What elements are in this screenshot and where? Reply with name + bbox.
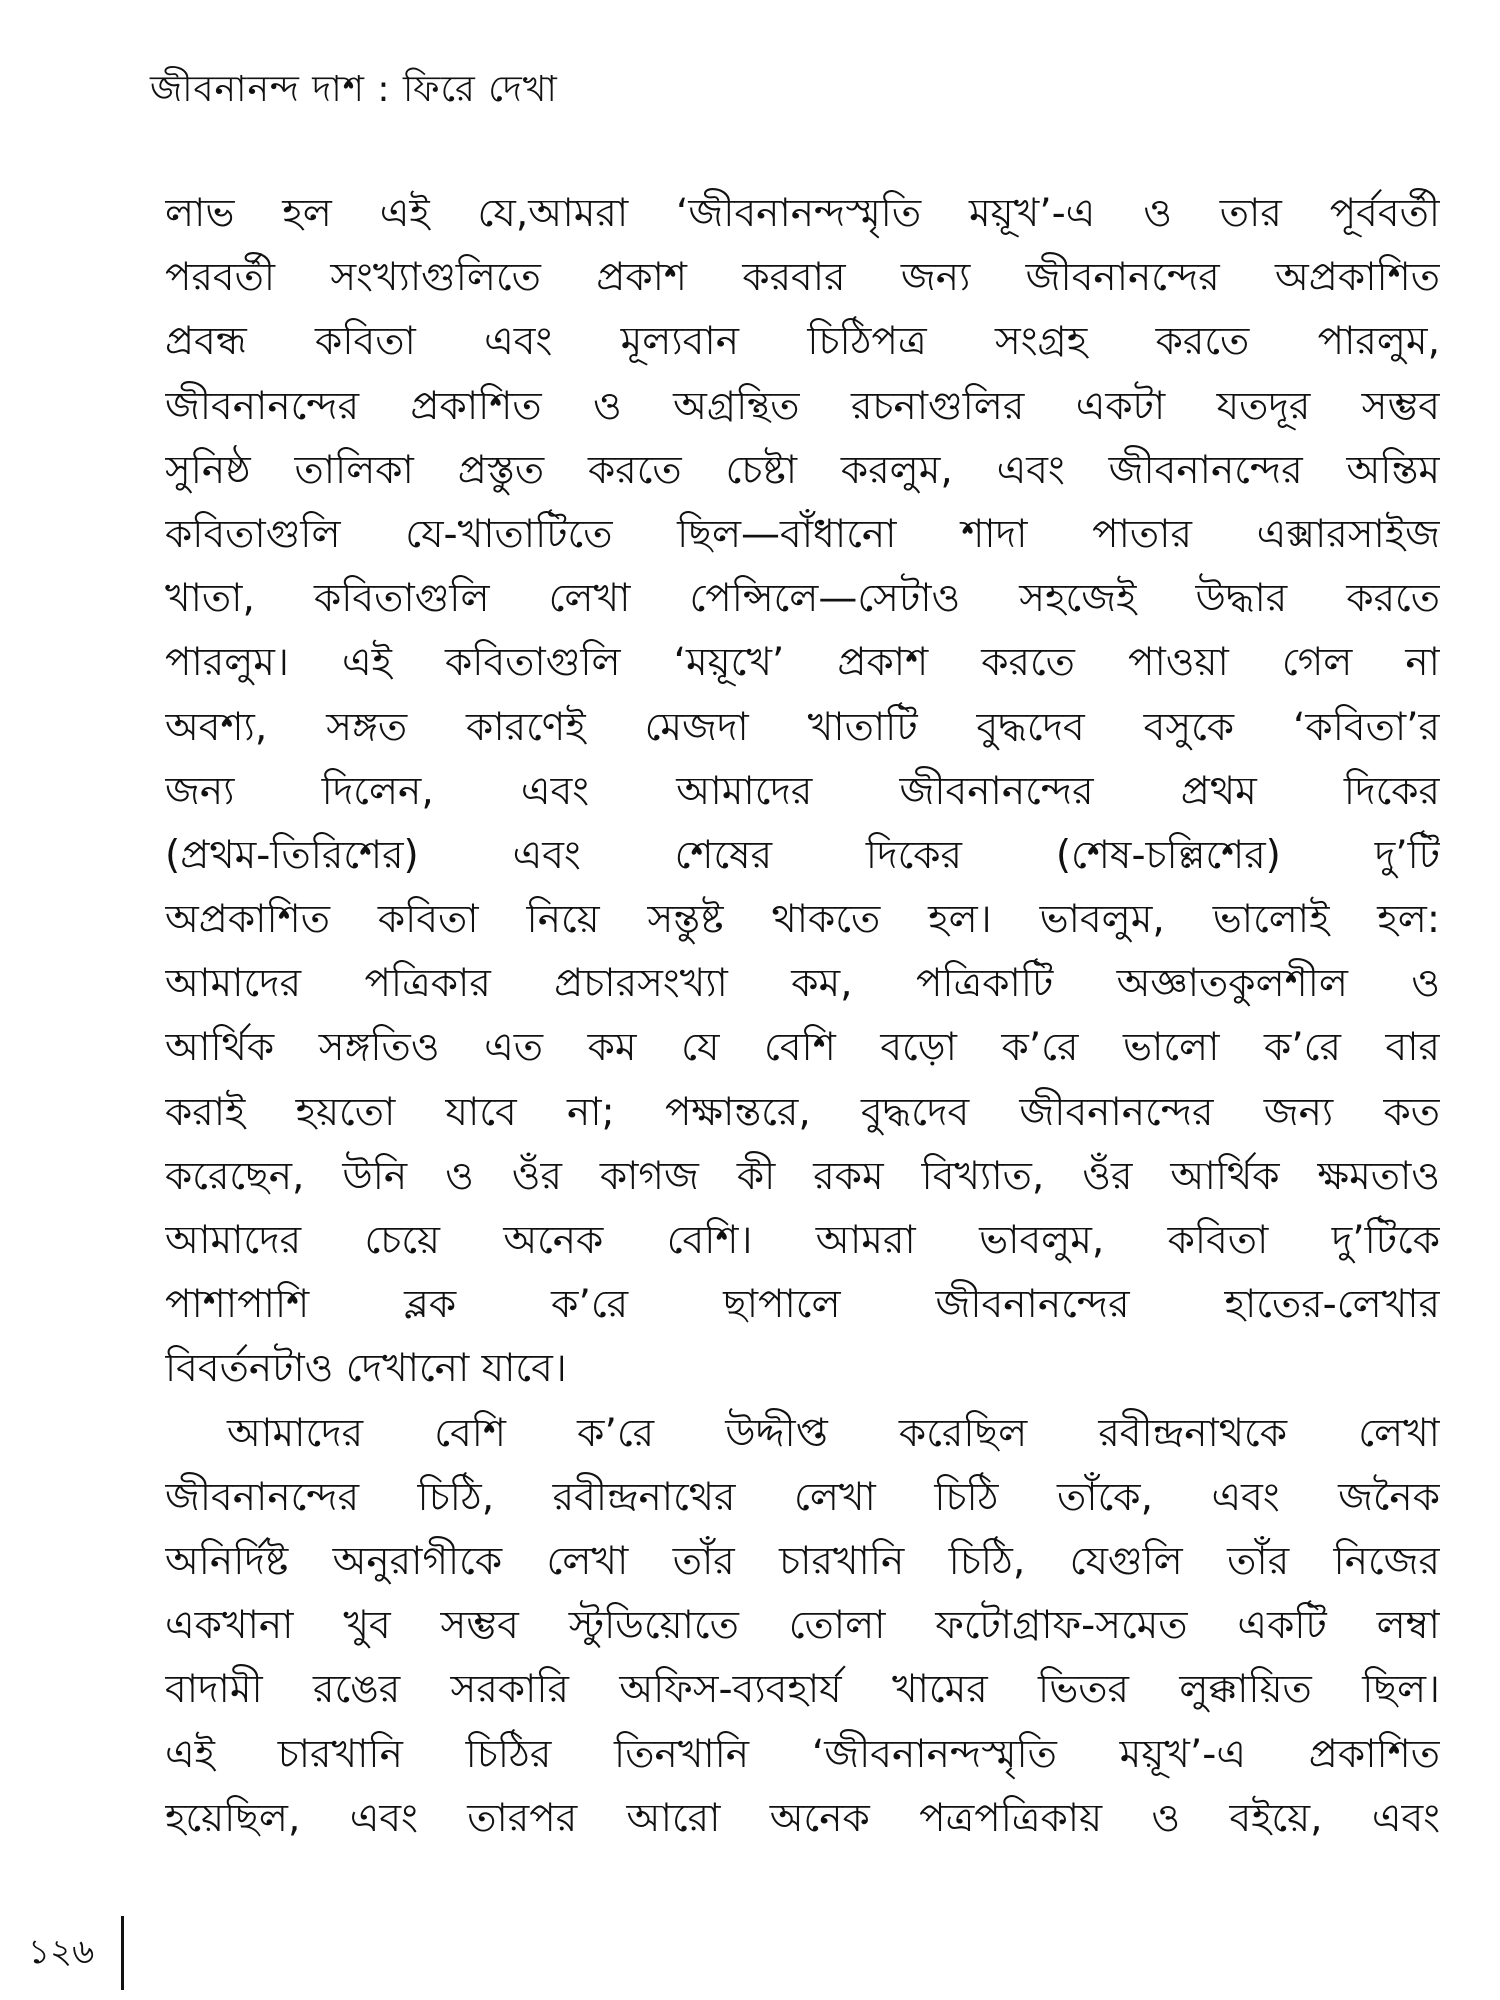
text-line: কবিতাগুলি যে-খাতাটিতে ছিল—বাঁধানো শাদা পাতার এক্সারসাইজ: [165, 511, 1440, 557]
text-line: করেছেন, উনি ও ওঁর কাগজ কী রকম বিখ্যাত, ওঁর আর্থিক ক্ষমতাও: [165, 1153, 1440, 1199]
text-line: অপ্রকাশিত কবিতা নিয়ে সন্তুষ্ট থাকতে হল। ভাবলুম, ভালোই হল:: [165, 897, 1440, 943]
text-line: লাভ হল এই যে,আমরা ‘জীবনানন্দস্মৃতি ময়ূখ’-এ ও তার পূর্ববর্তী: [165, 191, 1440, 236]
text-line: জীবনানন্দের প্রকাশিত ও অগ্রন্থিত রচনাগুলির একটা যতদূর সম্ভব: [165, 383, 1440, 429]
text-line: একখানা খুব সম্ভব স্টুডিয়োতে তোলা ফটোগ্রাফ-সমেত একটি লম্বা: [165, 1603, 1440, 1649]
text-line: পাশাপাশি ব্লক ক’রে ছাপালে জীবনানন্দের হাতের-লেখার: [165, 1282, 1440, 1328]
folio-rule: [121, 1916, 124, 1990]
text-line: আমাদের চেয়ে অনেক বেশি। আমরা ভাবলুম, কবিতা দু’টিকে: [165, 1218, 1440, 1263]
body-text: [165, 182, 1440, 1851]
text-line: খাতা, কবিতাগুলি লেখা পেন্সিলে—সেটাও সহজেই উদ্ধার করতে: [165, 576, 1440, 622]
text-line: পরবর্তী সংখ্যাগুলিতে প্রকাশ করবার জন্য জীবনানন্দের অপ্রকাশিত: [165, 255, 1440, 301]
text-line: প্রবন্ধ কবিতা এবং মূল্যবান চিঠিপত্র সংগ্রহ করতে পারলুম,: [165, 319, 1440, 365]
text-line: এই চারখানি চিঠির তিনখানি ‘জীবনানন্দস্মৃতি ময়ূখ’-এ প্রকাশিত: [165, 1731, 1440, 1777]
running-head: জীবনানন্দ দাশ : ফিরে দেখা: [150, 69, 558, 110]
text-line-paragraph-end: বিবর্তনটাও দেখানো যাবে।: [165, 1346, 567, 1392]
text-line: আর্থিক সঙ্গতিও এত কম যে বেশি বড়ো ক’রে ভালো ক’রে বার: [165, 1025, 1440, 1071]
text-line: (প্রথম-তিরিশের) এবং শেষের দিকের (শেষ-চল্লিশের) দু’টি: [165, 832, 1440, 878]
text-line: জীবনানন্দের চিঠি, রবীন্দ্রনাথের লেখা চিঠি তাঁকে, এবং জনৈক: [165, 1474, 1440, 1520]
text-line-paragraph-start: আমাদের বেশি ক’রে উদ্দীপ্ত করেছিল রবীন্দ্রনাথকে লেখা: [227, 1410, 1440, 1456]
page-number: ১২৬: [28, 1932, 95, 1972]
text-line: অনির্দিষ্ট অনুরাগীকে লেখা তাঁর চারখানি চিঠি, যেগুলি তাঁর নিজের: [165, 1538, 1440, 1584]
text-line: পারলুম। এই কবিতাগুলি ‘ময়ূখে’ প্রকাশ করতে পাওয়া গেল না: [165, 640, 1440, 686]
text-line: বাদামী রঙের সরকারি অফিস-ব্যবহার্য খামের ভিতর লুক্কায়িত ছিল।: [165, 1667, 1440, 1713]
text-line: সুনিষ্ঠ তালিকা প্রস্তুত করতে চেষ্টা করলুম, এবং জীবনানন্দের অন্তিম: [165, 447, 1440, 493]
text-line: জন্য দিলেন, এবং আমাদের জীবনানন্দের প্রথম দিকের: [165, 768, 1440, 814]
text-line: হয়েছিল, এবং তারপর আরো অনেক পত্রপত্রিকায় ও বইয়ে, এবং: [165, 1795, 1440, 1841]
text-line: অবশ্য, সঙ্গত কারণেই মেজদা খাতাটি বুদ্ধদেব বসুকে ‘কবিতা’র: [165, 704, 1440, 750]
text-line: আমাদের পত্রিকার প্রচারসংখ্যা কম, পত্রিকাটি অজ্ঞাতকুলশীল ও: [165, 961, 1440, 1007]
text-line: করাই হয়তো যাবে না; পক্ষান্তরে, বুদ্ধদেব জীবনানন্দের জন্য কত: [165, 1089, 1440, 1135]
